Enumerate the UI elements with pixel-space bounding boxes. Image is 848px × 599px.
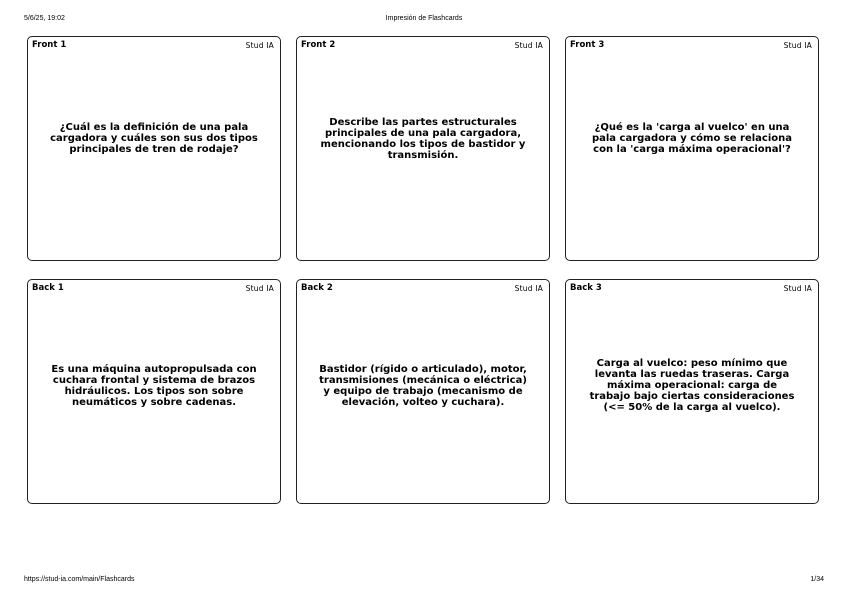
studia-logo: Stud IA xyxy=(245,41,274,50)
flashcard-back-2 xyxy=(296,279,550,504)
card-label: Back 3 xyxy=(570,283,602,293)
studia-logo: Stud IA xyxy=(514,284,543,293)
card-label: Front 2 xyxy=(301,40,336,50)
card-question: ¿Cuál es la definición de una pala cargadora y cuáles son sus dos tipos principales de tren de rodaje? xyxy=(50,122,258,155)
print-url: https://stud-ia.com/main/Flashcards xyxy=(24,576,135,583)
studia-logo: Stud IA xyxy=(783,284,812,293)
flashcard-front-2 xyxy=(296,36,550,261)
flashcard-back-3 xyxy=(565,279,819,504)
page-number: 1/34 xyxy=(810,576,824,583)
card-question: ¿Qué es la 'carga al vuelco' en una pala cargadora y cómo se relaciona con la 'carga máxima operacional'? xyxy=(591,122,793,155)
card-question: Describe las partes estructurales principales de una pala cargadora, mencionando los tipos de bastidor y transmisión. xyxy=(320,116,526,161)
card-label: Back 1 xyxy=(32,283,64,293)
card-label: Front 3 xyxy=(570,40,605,50)
card-label: Front 1 xyxy=(32,40,67,50)
card-answer: Bastidor (rígido o articulado), motor, transmisiones (mecánica o eléctrica) y equipo de trabajo (mecanismo de elevación, volteo y cuchara). xyxy=(319,363,527,408)
card-answer: Carga al vuelco: peso mínimo que levanta las ruedas traseras. Carga máxima operacional: carga de trabajo bajo ciertas consideraciones (<= 50% de la carga al vuelco). xyxy=(589,358,795,413)
print-title: Impresión de Flashcards xyxy=(385,15,463,22)
flashcard-back-1 xyxy=(27,279,281,504)
card-label: Back 2 xyxy=(301,283,333,293)
studia-logo: Stud IA xyxy=(245,284,274,293)
print-datetime: 5/6/25, 19:02 xyxy=(24,15,65,22)
flashcard-front-3 xyxy=(565,36,819,261)
studia-logo: Stud IA xyxy=(783,41,812,50)
flashcard-front-1 xyxy=(27,36,281,261)
card-answer: Es una máquina autopropulsada con cuchara frontal y sistema de brazos hidráulicos. Los tipos son sobre neumáticos y sobre cadenas. xyxy=(51,363,257,408)
studia-logo: Stud IA xyxy=(514,41,543,50)
